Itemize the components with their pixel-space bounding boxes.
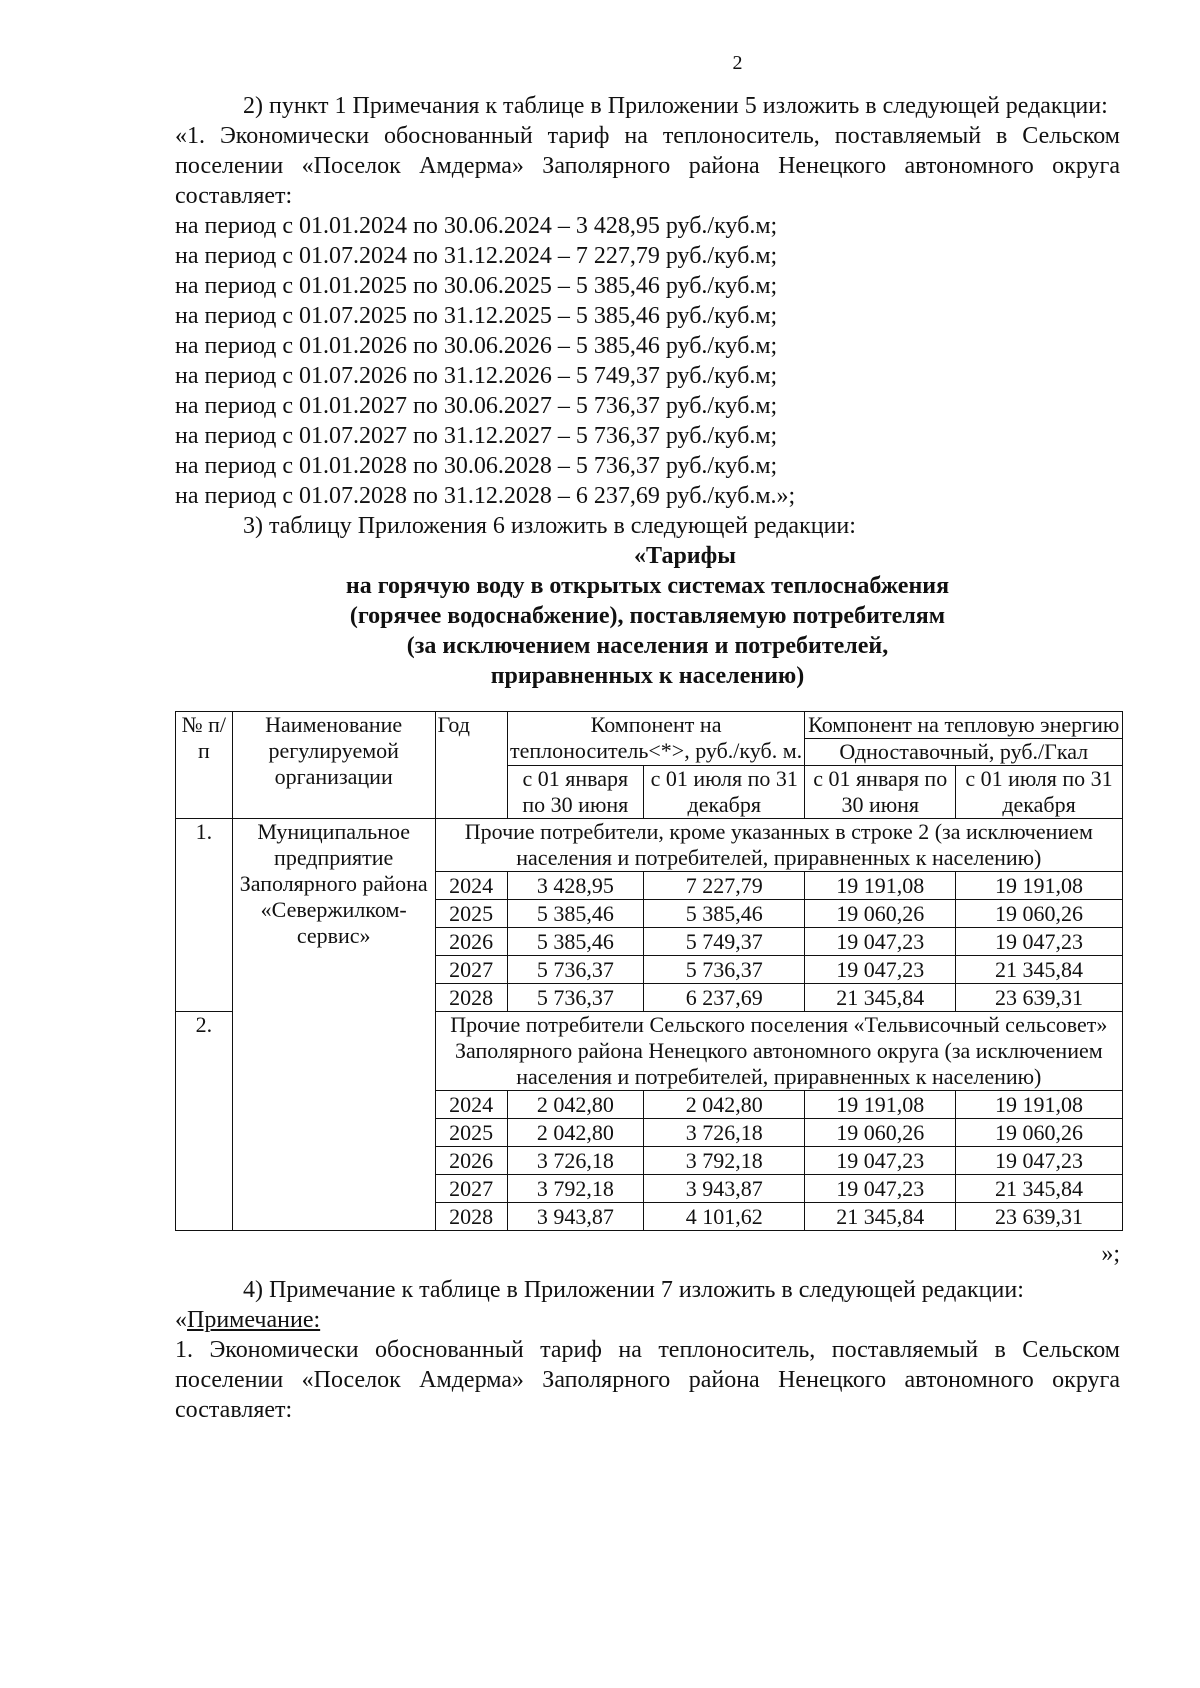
value-cell: 19 060,26	[956, 900, 1123, 928]
value-cell: 3 726,18	[507, 1147, 643, 1175]
value-cell: 2 042,80	[644, 1091, 805, 1119]
item4-body: 1. Экономически обоснованный тариф на теплоноситель, поставляемый в Сельском поселении «Поселок Амдерма» Заполярного района Ненецкого автономного округа составляет:	[175, 1337, 1120, 1423]
value-cell: 19 047,23	[805, 956, 956, 984]
period-line: на период с 01.01.2026 по 30.06.2026 – 5 385,46 руб./куб.м;	[175, 333, 778, 359]
period-line: на период с 01.01.2028 по 30.06.2028 – 5 736,37 руб./куб.м;	[175, 453, 778, 479]
year-cell: 2024	[435, 1091, 507, 1119]
organization-name-continued	[232, 1012, 435, 1231]
value-cell: 3 943,87	[507, 1203, 643, 1231]
value-cell: 5 736,37	[507, 956, 643, 984]
header-num: № п/п	[176, 712, 233, 819]
value-cell: 19 060,26	[805, 900, 956, 928]
value-cell: 19 047,23	[805, 1175, 956, 1203]
value-cell: 19 047,23	[805, 1147, 956, 1175]
period-line: на период с 01.07.2024 по 31.12.2024 – 7 227,79 руб./куб.м;	[175, 243, 778, 269]
value-cell: 4 101,62	[644, 1203, 805, 1231]
value-cell: 23 639,31	[956, 1203, 1123, 1231]
header-component-carrier: Компонент на теплоноситель<*>, руб./куб. м.	[507, 712, 805, 766]
title-line: (горячее водоснабжение), поставляемую потребителям	[349, 603, 946, 629]
value-cell: 21 345,84	[805, 984, 956, 1012]
note-heading	[175, 1305, 1120, 1335]
year-cell: 2025	[435, 1119, 507, 1147]
value-cell: 3 428,95	[507, 872, 643, 900]
item2-period-list	[175, 211, 1120, 511]
value-cell: 6 237,69	[644, 984, 805, 1012]
value-cell: 5 736,37	[507, 984, 643, 1012]
value-cell: 19 060,26	[956, 1119, 1123, 1147]
value-cell: 3 943,87	[644, 1175, 805, 1203]
title-line: «Тарифы	[634, 543, 736, 569]
value-cell: 5 736,37	[644, 956, 805, 984]
header-period-3: с 01 января по 30 июня	[805, 766, 956, 819]
year-cell: 2027	[435, 1175, 507, 1203]
value-cell: 19 191,08	[956, 1091, 1123, 1119]
value-cell: 19 047,23	[956, 928, 1123, 956]
year-cell: 2028	[435, 984, 507, 1012]
year-cell: 2027	[435, 956, 507, 984]
value-cell: 19 191,08	[805, 872, 956, 900]
header-org: Наименование регулируемой организации	[232, 712, 435, 819]
header-single-rate: Одноставочный, руб./Гкал	[805, 739, 1123, 766]
group-label: Прочие потребители Сельского поселения «Тельвисочный сельсовет» Заполярного района Ненецкого автономного округа (за исключением населения и потребителей, приравненных к населению)	[435, 1012, 1122, 1091]
value-cell: 19 047,23	[956, 1147, 1123, 1175]
value-cell: 21 345,84	[805, 1203, 956, 1231]
page-number: 2	[732, 52, 743, 74]
header-period-2: с 01 июля по 31 декабря	[644, 766, 805, 819]
tariff-table	[175, 711, 1123, 1231]
value-cell: 3 792,18	[644, 1147, 805, 1175]
header-year: Год	[435, 712, 507, 819]
document-page	[175, 52, 1120, 1425]
year-cell: 2026	[435, 928, 507, 956]
period-line: на период с 01.07.2025 по 31.12.2025 – 5 385,46 руб./куб.м;	[175, 303, 778, 329]
value-cell: 21 345,84	[956, 956, 1123, 984]
title-line: (за исключением населения и потребителей,	[406, 633, 889, 659]
year-cell: 2024	[435, 872, 507, 900]
item2-intro: 2) пункт 1 Примечания к таблице в Приложении 5 изложить в следующей редакции:	[243, 93, 1108, 119]
title-line: на горячую воду в открытых системах теплоснабжения	[345, 573, 950, 599]
item4-intro: 4) Примечание к таблице в Приложении 7 изложить в следующей редакции:	[243, 1277, 1024, 1303]
value-cell: 2 042,80	[507, 1091, 643, 1119]
period-line: на период с 01.07.2026 по 31.12.2026 – 5 749,37 руб./куб.м;	[175, 363, 778, 389]
value-cell: 7 227,79	[644, 872, 805, 900]
group-label: Прочие потребители, кроме указанных в строке 2 (за исключением населения и потребителей, приравненных к населению)	[435, 819, 1122, 872]
value-cell: 5 385,46	[644, 900, 805, 928]
value-cell: 19 191,08	[956, 872, 1123, 900]
value-cell: 21 345,84	[956, 1175, 1123, 1203]
value-cell: 5 385,46	[507, 928, 643, 956]
row-number: 2.	[176, 1012, 233, 1231]
closing-quote: »;	[1101, 1241, 1120, 1267]
title-line: приравненных к населению)	[490, 663, 805, 689]
organization-name: Муниципальное предприятие Заполярного района «Севержилком-сервис»	[232, 819, 435, 1012]
table-title	[175, 541, 1120, 691]
value-cell: 19 191,08	[805, 1091, 956, 1119]
value-cell: 19 060,26	[805, 1119, 956, 1147]
item3-intro: 3) таблицу Приложения 6 изложить в следующей редакции:	[243, 513, 856, 539]
note-open-quote: «	[175, 1307, 187, 1333]
value-cell: 3 792,18	[507, 1175, 643, 1203]
year-cell: 2028	[435, 1203, 507, 1231]
item2-body: «1. Экономически обоснованный тариф на теплоноситель, поставляемый в Сельском поселении «Поселок Амдерма» Заполярного района Ненецкого автономного округа составляет:	[175, 123, 1120, 209]
value-cell: 23 639,31	[956, 984, 1123, 1012]
note-label: Примечание:	[187, 1307, 321, 1333]
value-cell: 5 385,46	[507, 900, 643, 928]
period-line: на период с 01.01.2024 по 30.06.2024 – 3 428,95 руб./куб.м;	[175, 213, 778, 239]
value-cell: 19 047,23	[805, 928, 956, 956]
row-number: 1.	[176, 819, 233, 1012]
header-period-1: с 01 января по 30 июня	[507, 766, 643, 819]
year-cell: 2026	[435, 1147, 507, 1175]
year-cell: 2025	[435, 900, 507, 928]
period-line: на период с 01.01.2025 по 30.06.2025 – 5 385,46 руб./куб.м;	[175, 273, 778, 299]
header-period-4: с 01 июля по 31 декабря	[956, 766, 1123, 819]
header-component-energy: Компонент на тепловую энергию	[805, 712, 1123, 739]
period-line: на период с 01.01.2027 по 30.06.2027 – 5 736,37 руб./куб.м;	[175, 393, 778, 419]
period-line: на период с 01.07.2027 по 31.12.2027 – 5 736,37 руб./куб.м;	[175, 423, 778, 449]
period-line: на период с 01.07.2028 по 31.12.2028 – 6 237,69 руб./куб.м.»;	[175, 483, 796, 509]
value-cell: 5 749,37	[644, 928, 805, 956]
value-cell: 3 726,18	[644, 1119, 805, 1147]
value-cell: 2 042,80	[507, 1119, 643, 1147]
